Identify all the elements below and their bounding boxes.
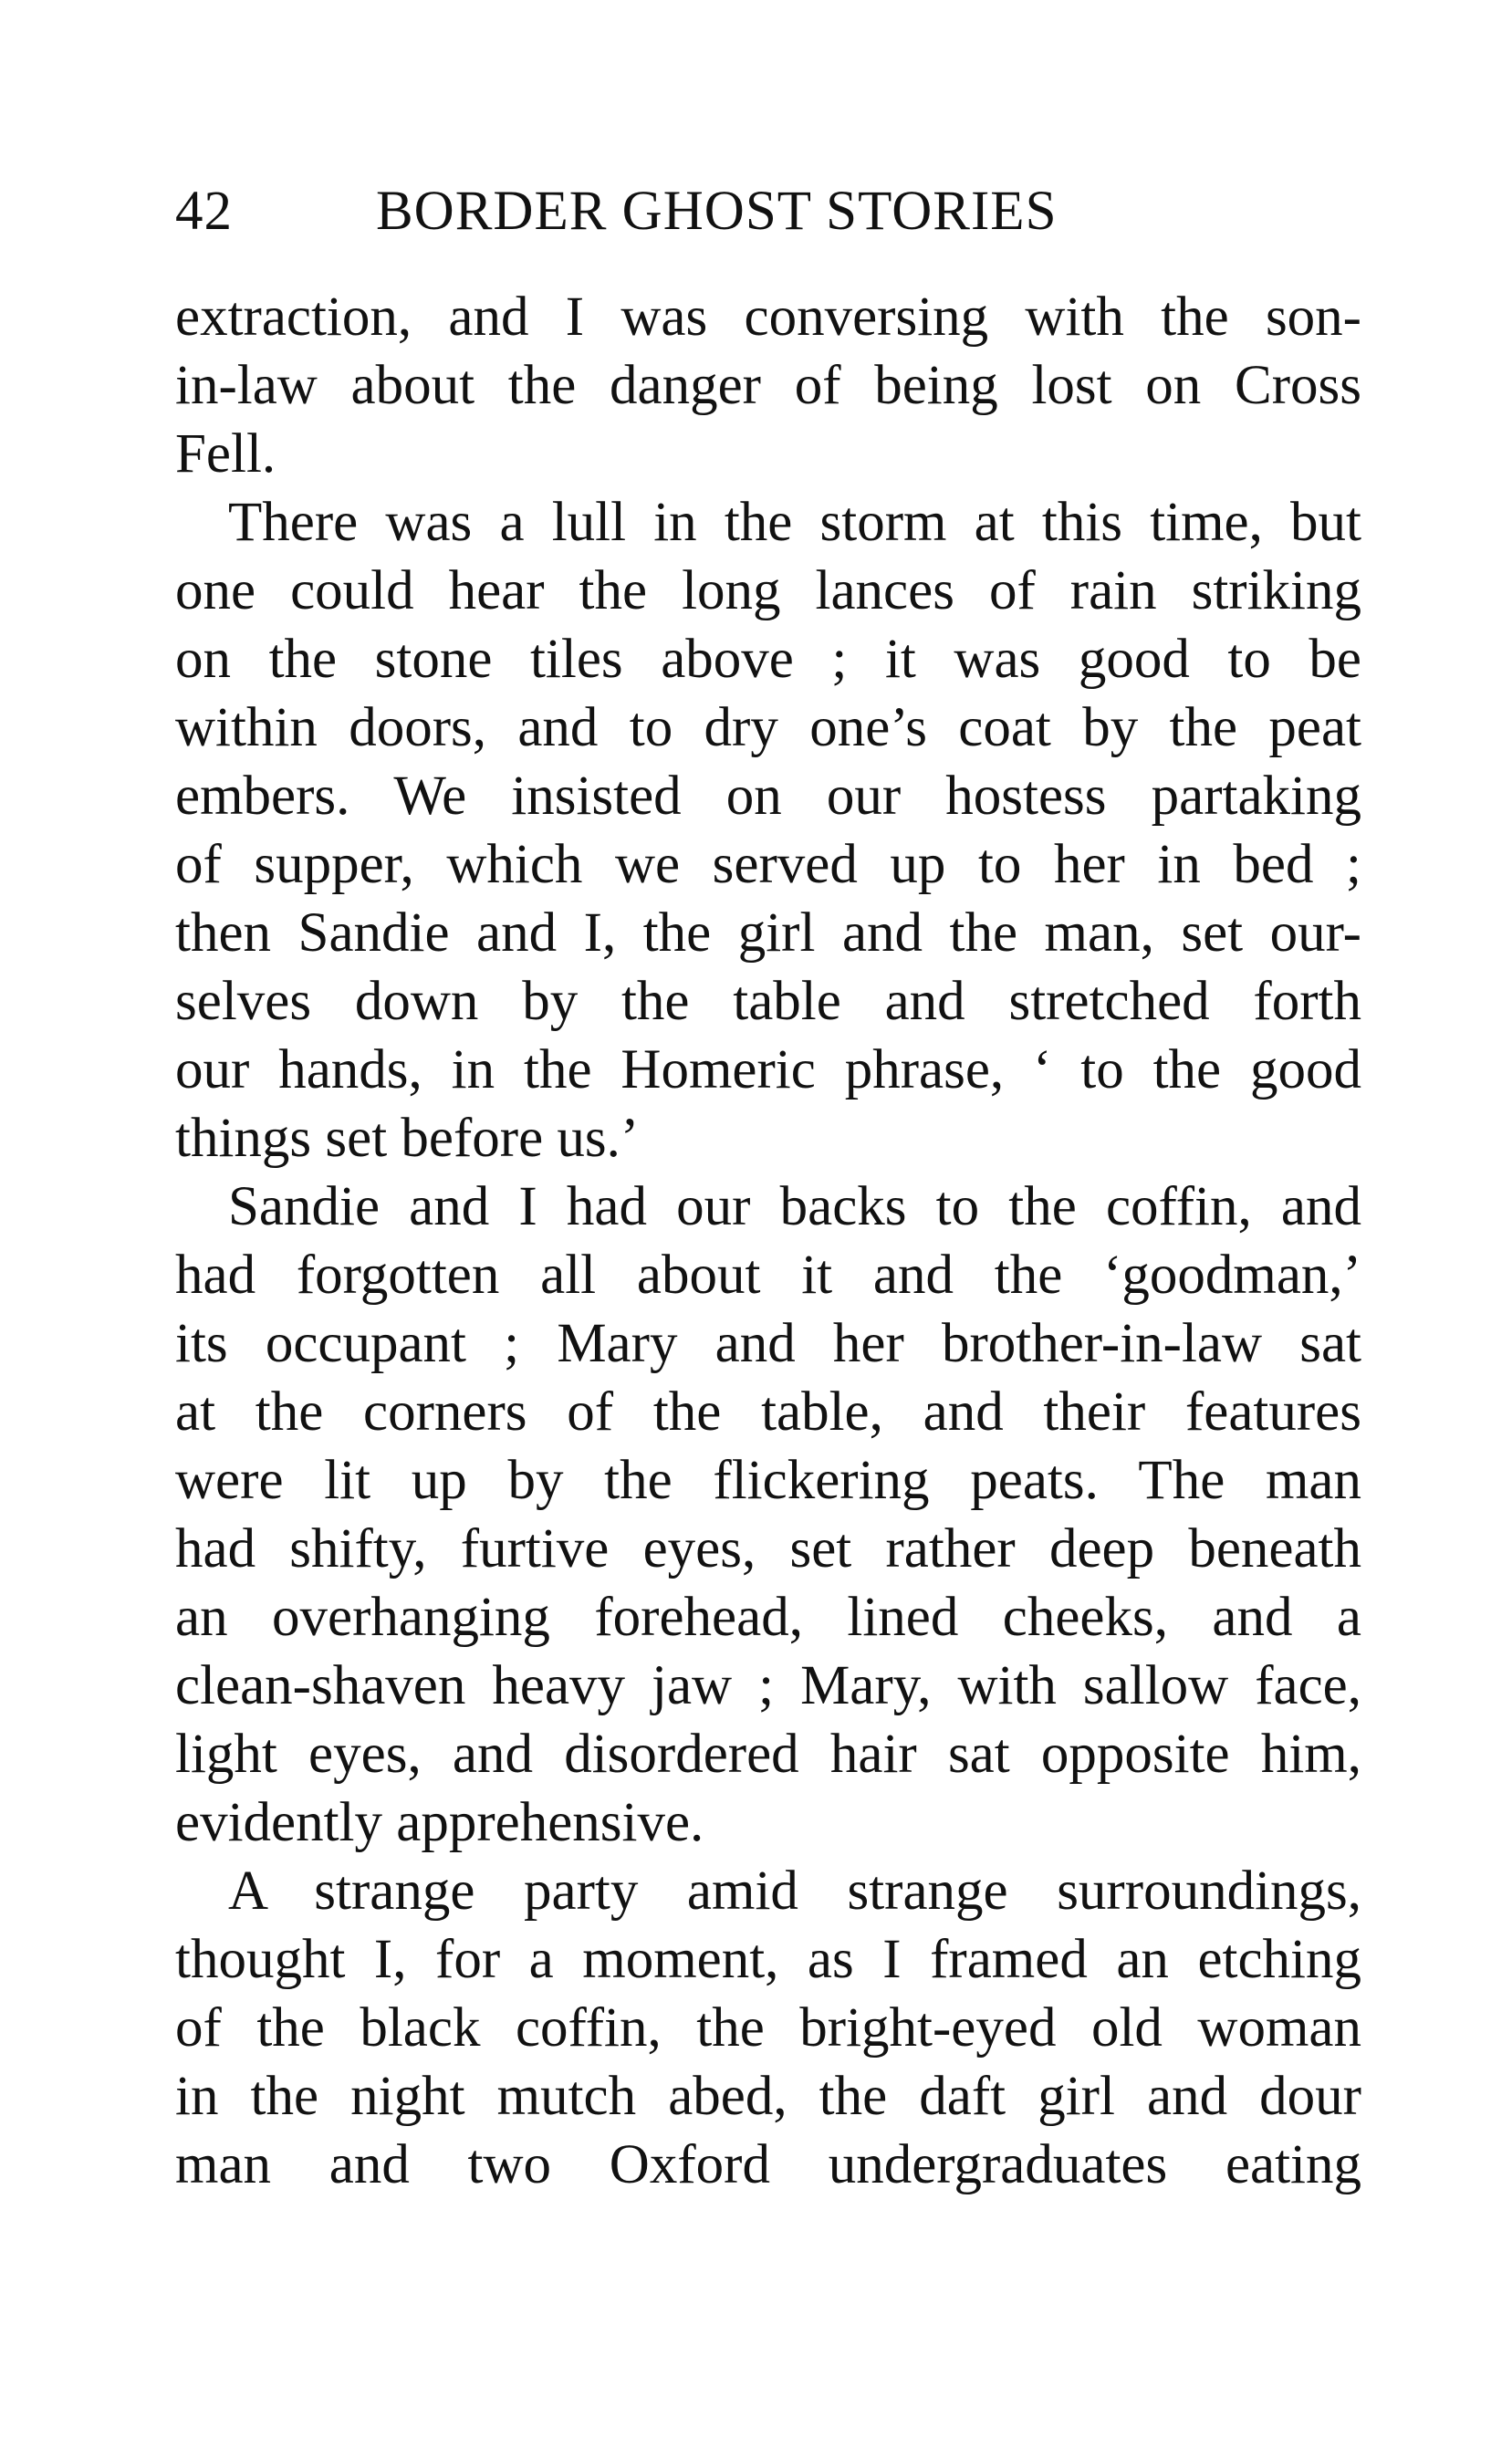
text-line: then Sandie and I, the girl and the man, set our- bbox=[175, 902, 1361, 964]
text-line: clean-shaven heavy jaw ; Mary, with sallow face, bbox=[175, 1655, 1361, 1716]
running-header bbox=[175, 175, 1361, 248]
text-line: had shifty, furtive eyes, set rather deep beneath bbox=[175, 1518, 1361, 1579]
text-line: within doors, and to dry one’s coat by the peat bbox=[175, 697, 1361, 758]
text-line: things set before us.’ bbox=[175, 1108, 640, 1169]
body-text bbox=[175, 283, 1361, 2199]
text-line: selves down by the table and stretched forth bbox=[175, 971, 1361, 1032]
text-line: one could hear the long lances of rain striking bbox=[175, 560, 1361, 621]
text-line: our hands, in the Homeric phrase, ‘ to the good bbox=[175, 1039, 1361, 1100]
text-line: on the stone tiles above ; it was good to be bbox=[175, 629, 1361, 690]
text-line: were lit up by the flickering peats. The man bbox=[175, 1450, 1361, 1511]
text-line: an overhanging forehead, lined cheeks, and a bbox=[175, 1587, 1361, 1648]
text-line: light eyes, and disordered hair sat opposite him, bbox=[175, 1724, 1361, 1785]
text-line: Fell. bbox=[175, 423, 276, 485]
text-line: Sandie and I had our backs to the coffin, and bbox=[228, 1176, 1361, 1237]
text-line: of the black coffin, the bright-eyed old woman bbox=[175, 1997, 1361, 2059]
text-line: There was a lull in the storm at this time, but bbox=[228, 492, 1361, 553]
text-line: had forgotten all about it and the ‘goodman,’ bbox=[175, 1245, 1361, 1306]
text-line: man and two Oxford undergraduates eating bbox=[175, 2134, 1361, 2195]
text-line: in-law about the danger of being lost on Cross bbox=[175, 355, 1361, 416]
text-line: thought I, for a moment, as I framed an etching bbox=[175, 1929, 1361, 1990]
text-line: its occupant ; Mary and her brother-in-law sat bbox=[175, 1313, 1361, 1374]
text-line: extraction, and I was conversing with the son- bbox=[175, 287, 1361, 348]
text-line: at the corners of the table, and their features bbox=[175, 1381, 1361, 1443]
text-line: embers. We insisted on our hostess partaking bbox=[175, 766, 1361, 827]
text-line: of supper, which we served up to her in bed ; bbox=[175, 834, 1361, 895]
text-line: evidently apprehensive. bbox=[175, 1792, 704, 1853]
text-line: in the night mutch abed, the daft girl and dour bbox=[175, 2066, 1361, 2127]
running-title: BORDER GHOST STORIES bbox=[376, 181, 1058, 242]
text-line: A strange party amid strange surroundings, bbox=[228, 1861, 1361, 1922]
page-number: 42 bbox=[175, 181, 233, 242]
